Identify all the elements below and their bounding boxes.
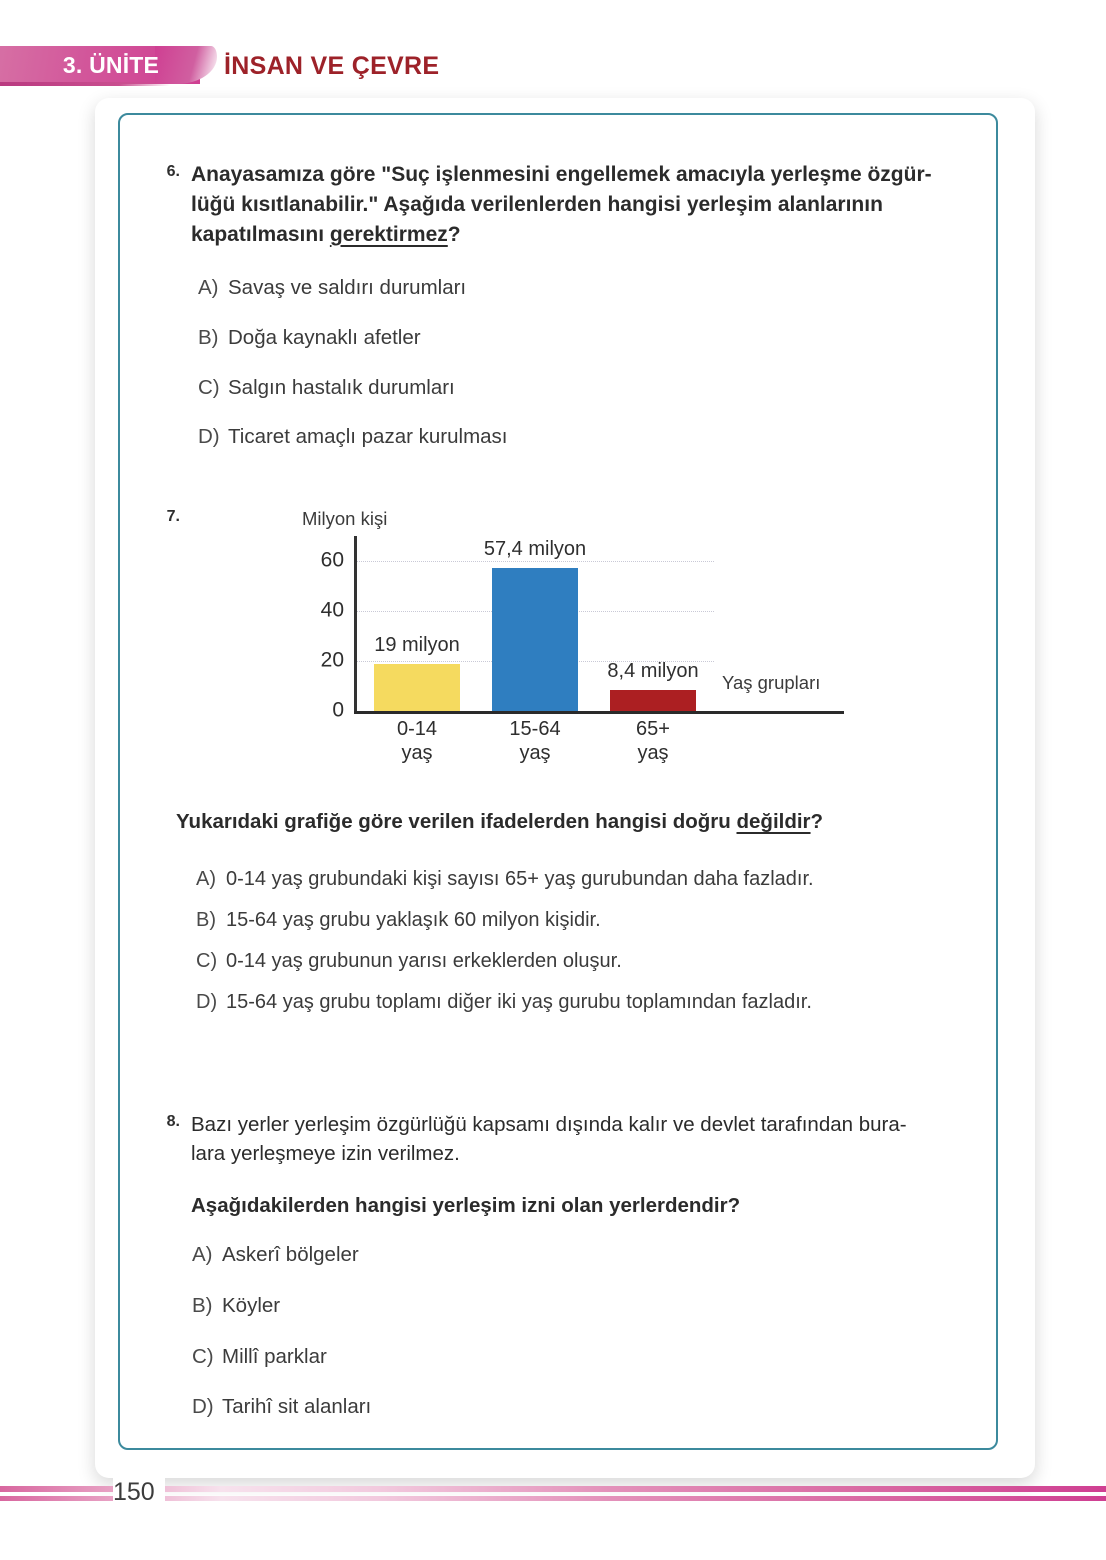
chart-bar-value-label: 8,4 milyon xyxy=(607,660,699,682)
option-c[interactable] xyxy=(198,375,978,402)
chart-x-tick-label xyxy=(636,718,670,765)
question-7 xyxy=(148,508,978,768)
option-a-text: Savaş ve saldırı durumları xyxy=(228,276,467,300)
unit-badge-label: 3. ÜNİTE xyxy=(62,51,160,78)
option-c-text: Salgın hastalık durumları xyxy=(228,375,455,399)
chart-bar-value-label: 57,4 milyon xyxy=(483,537,587,560)
question-8 xyxy=(148,1110,978,1445)
question-8-number: 8. xyxy=(166,1113,180,1130)
footer-line-top xyxy=(0,1486,1106,1492)
chart-y-tick-label: 20 xyxy=(320,648,344,672)
chart-x-tick-line: yaş xyxy=(637,741,669,764)
option-c-letter: C) xyxy=(198,375,220,399)
question-6-stem-line1: Anayasamıza göre "Suç işlenmesini engellemek amacıyla yerleşme özgür- xyxy=(191,163,932,186)
chart-bar-value-label: 19 milyon xyxy=(374,633,460,656)
option-c[interactable] xyxy=(196,948,986,974)
chart-y-tick-label: 60 xyxy=(320,548,344,572)
question-8-options xyxy=(148,1242,978,1421)
option-a[interactable] xyxy=(198,275,978,302)
chart-gridline xyxy=(357,561,714,563)
chart-x-tick-line: 65+ xyxy=(636,718,670,740)
question-6 xyxy=(148,160,978,474)
option-a-letter: A) xyxy=(192,1243,213,1267)
chart-plot-area xyxy=(320,536,714,764)
question-7-prompt-suffix: ? xyxy=(810,810,824,833)
option-b-text: Köyler xyxy=(222,1293,281,1317)
question-7-keyword-underlined: değildir xyxy=(736,810,811,833)
option-b[interactable] xyxy=(196,907,986,933)
chart-x-axis-label: Yaş grupları xyxy=(722,672,821,693)
question-7-head xyxy=(148,508,978,768)
option-d[interactable] xyxy=(196,989,986,1015)
chart-bar xyxy=(374,664,460,712)
question-6-head xyxy=(148,160,978,249)
question-6-stem-line2: lüğü kısıtlanabilir." Aşağıda verilenlerden hangisi yerleşim alanlarının xyxy=(191,192,883,216)
option-a[interactable] xyxy=(192,1242,978,1269)
question-6-keyword-underlined: gerektirmez xyxy=(329,222,448,246)
question-6-stem xyxy=(180,160,932,249)
question-7-prompt xyxy=(176,810,976,834)
question-8-stem xyxy=(180,1110,907,1168)
chart-x-tick-line: yaş xyxy=(401,741,433,764)
chart-x-axis-line xyxy=(354,711,844,714)
option-a-text: Askerî bölgeler xyxy=(222,1243,359,1267)
option-d[interactable] xyxy=(192,1394,978,1421)
option-d-letter: D) xyxy=(196,991,218,1013)
option-b-letter: B) xyxy=(198,326,219,350)
question-7-number: 7. xyxy=(166,508,180,525)
chart-bar xyxy=(492,568,578,712)
option-c-text: 0-14 yaş grubunun yarısı erkeklerden oluşur. xyxy=(226,950,622,972)
footer-decorative-lines xyxy=(0,1486,1106,1504)
question-8-sub-prompt: Aşağıdakilerden hangisi yerleşim izni olan yerlerdendir? xyxy=(191,1194,741,1218)
option-d-letter: D) xyxy=(192,1395,214,1419)
unit-banner xyxy=(0,46,220,86)
question-8-stem-line1: Bazı yerler yerleşim özgürlüğü kapsamı dışında kalır ve devlet tarafından bura- xyxy=(191,1113,907,1136)
chart-x-tick-line: 15-64 xyxy=(509,718,561,740)
option-b-letter: B) xyxy=(192,1293,213,1317)
option-d-letter: D) xyxy=(198,425,220,449)
population-bar-chart xyxy=(224,508,821,768)
question-7-prompt-prefix: Yukarıdaki grafiğe göre verilen ifadelerden hangisi doğru xyxy=(176,810,737,833)
footer-line-bottom xyxy=(0,1496,1106,1501)
chart-x-tick-label xyxy=(509,718,560,765)
option-b[interactable] xyxy=(198,325,978,352)
question-6-stem-line3-suffix: ? xyxy=(447,222,461,246)
option-b-text: 15-64 yaş grubu yaklaşık 60 milyon kişidir. xyxy=(226,909,601,931)
option-b-letter: B) xyxy=(196,909,216,931)
chart-y-tick-label: 40 xyxy=(320,598,344,622)
option-c[interactable] xyxy=(192,1344,978,1371)
option-a[interactable] xyxy=(196,866,986,892)
option-b-text: Doğa kaynaklı afetler xyxy=(228,326,421,350)
option-b[interactable] xyxy=(192,1293,978,1320)
question-8-head xyxy=(148,1110,978,1168)
page-number: 150 xyxy=(113,1478,165,1507)
chart-x-tick-label xyxy=(397,718,437,765)
option-c-text: Millî parklar xyxy=(222,1344,327,1368)
chart-y-axis-label: Milyon kişi xyxy=(302,508,388,529)
option-d-text: Ticaret amaçlı pazar kurulması xyxy=(228,425,508,449)
question-6-options xyxy=(148,275,978,451)
chart-x-tick-line: yaş xyxy=(519,741,551,764)
option-a-letter: A) xyxy=(196,868,216,890)
question-7-options xyxy=(196,866,986,1030)
page-title: İNSAN VE ÇEVRE xyxy=(224,52,440,80)
chart-bar xyxy=(610,690,696,711)
option-d-text: 15-64 yaş grubu toplamı diğer iki yaş gurubu toplamından fazladır. xyxy=(226,991,812,1013)
option-a-text: 0-14 yaş grubundaki kişi sayısı 65+ yaş gurubundan daha fazladır. xyxy=(226,868,814,890)
question-6-number: 6. xyxy=(166,163,180,180)
option-d-text: Tarihî sit alanları xyxy=(222,1395,372,1419)
chart-y-tick-label: 0 xyxy=(332,698,344,722)
question-8-stem-line2: lara yerleşmeye izin verilmez. xyxy=(191,1142,460,1166)
chart-x-tick-line: 0-14 xyxy=(396,718,438,740)
option-d[interactable] xyxy=(198,424,978,451)
option-a-letter: A) xyxy=(198,276,219,300)
option-c-letter: C) xyxy=(192,1344,214,1368)
option-c-letter: C) xyxy=(196,950,218,972)
question-6-stem-line3-prefix: kapatılmasını xyxy=(191,222,330,246)
